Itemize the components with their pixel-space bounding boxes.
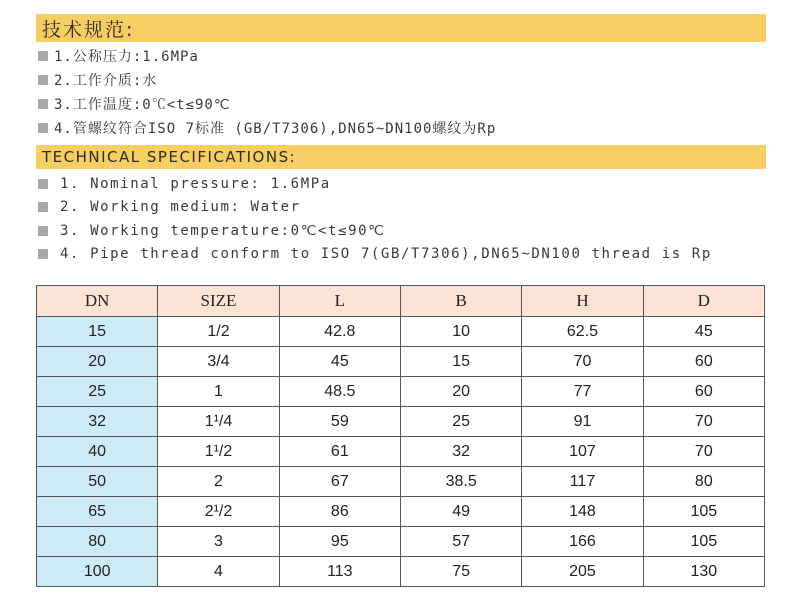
bullet-square-icon bbox=[38, 123, 48, 133]
bullet-square-icon bbox=[38, 179, 48, 189]
cell-l: 48.5 bbox=[279, 377, 400, 407]
table-row bbox=[37, 527, 765, 557]
cell-b: 75 bbox=[400, 557, 521, 587]
cell-dn: 100 bbox=[37, 557, 158, 587]
cell-dn: 15 bbox=[37, 317, 158, 347]
spec-item-cn bbox=[38, 116, 496, 140]
cell-dn: 65 bbox=[37, 497, 158, 527]
cell-d: 105 bbox=[643, 527, 764, 557]
cell-b: 10 bbox=[400, 317, 521, 347]
cell-b: 15 bbox=[400, 347, 521, 377]
cell-b: 38.5 bbox=[400, 467, 521, 497]
column-header-dn: DN bbox=[37, 286, 158, 317]
bullet-square-icon bbox=[38, 99, 48, 109]
cell-d: 130 bbox=[643, 557, 764, 587]
spec-list-cn bbox=[38, 44, 496, 140]
cell-d: 70 bbox=[643, 407, 764, 437]
table-row bbox=[37, 407, 765, 437]
cell-l: 42.8 bbox=[279, 317, 400, 347]
cell-h: 205 bbox=[522, 557, 643, 587]
column-header-size: SIZE bbox=[158, 286, 279, 317]
cell-h: 62.5 bbox=[522, 317, 643, 347]
cell-size: 1 bbox=[158, 377, 279, 407]
cell-size: 4 bbox=[158, 557, 279, 587]
spec-list-en bbox=[38, 172, 712, 266]
bullet-square-icon bbox=[38, 51, 48, 61]
section-title-cn-text: 技术规范: bbox=[42, 18, 135, 41]
cell-l: 45 bbox=[279, 347, 400, 377]
column-header-b: B bbox=[400, 286, 521, 317]
cell-l: 86 bbox=[279, 497, 400, 527]
cell-d: 105 bbox=[643, 497, 764, 527]
section-title-en bbox=[36, 145, 766, 169]
cell-l: 113 bbox=[279, 557, 400, 587]
cell-dn: 25 bbox=[37, 377, 158, 407]
table-row bbox=[37, 467, 765, 497]
cell-l: 95 bbox=[279, 527, 400, 557]
cell-l: 59 bbox=[279, 407, 400, 437]
column-header-d: D bbox=[643, 286, 764, 317]
cell-b: 49 bbox=[400, 497, 521, 527]
cell-size: 3/4 bbox=[158, 347, 279, 377]
spec-item-en bbox=[38, 196, 712, 220]
cell-size: 1¹/2 bbox=[158, 437, 279, 467]
bullet-square-icon bbox=[38, 202, 48, 212]
table-row bbox=[37, 437, 765, 467]
cell-d: 60 bbox=[643, 347, 764, 377]
table-row bbox=[37, 347, 765, 377]
spec-item-en-text: 2. Working medium: Water bbox=[60, 199, 301, 216]
cell-d: 80 bbox=[643, 467, 764, 497]
section-title-en-text: TECHNICAL SPECIFICATIONS: bbox=[42, 148, 297, 166]
spec-item-en-text: 3. Working temperature:0℃<t≤90℃ bbox=[60, 222, 386, 239]
cell-h: 77 bbox=[522, 377, 643, 407]
dimension-table bbox=[36, 285, 765, 587]
cell-h: 70 bbox=[522, 347, 643, 377]
cell-dn: 32 bbox=[37, 407, 158, 437]
cell-size: 1/2 bbox=[158, 317, 279, 347]
spec-item-en-text: 1. Nominal pressure: 1.6MPa bbox=[60, 175, 331, 192]
cell-h: 117 bbox=[522, 467, 643, 497]
bullet-square-icon bbox=[38, 249, 48, 259]
cell-b: 20 bbox=[400, 377, 521, 407]
cell-l: 67 bbox=[279, 467, 400, 497]
cell-size: 2 bbox=[158, 467, 279, 497]
cell-l: 61 bbox=[279, 437, 400, 467]
spec-item-en bbox=[38, 219, 712, 243]
cell-size: 3 bbox=[158, 527, 279, 557]
cell-dn: 20 bbox=[37, 347, 158, 377]
table-row bbox=[37, 497, 765, 527]
spec-item-en-text: 4. Pipe thread conform to ISO 7(GB/T7306),DN65~DN100 thread is Rp bbox=[60, 246, 712, 263]
spec-item-cn bbox=[38, 92, 496, 116]
table-body bbox=[37, 317, 765, 587]
column-header-l: L bbox=[279, 286, 400, 317]
cell-b: 25 bbox=[400, 407, 521, 437]
spec-item-en bbox=[38, 243, 712, 267]
cell-dn: 50 bbox=[37, 467, 158, 497]
table-row bbox=[37, 317, 765, 347]
cell-d: 60 bbox=[643, 377, 764, 407]
cell-size: 1¹/4 bbox=[158, 407, 279, 437]
cell-dn: 80 bbox=[37, 527, 158, 557]
cell-size: 2¹/2 bbox=[158, 497, 279, 527]
spec-item-cn bbox=[38, 44, 496, 68]
cell-h: 107 bbox=[522, 437, 643, 467]
table-row bbox=[37, 557, 765, 587]
table-header-row bbox=[37, 286, 765, 317]
cell-dn: 40 bbox=[37, 437, 158, 467]
cell-h: 148 bbox=[522, 497, 643, 527]
spec-item-cn-text: 4.管螺纹符合ISO 7标准 (GB/T7306),DN65~DN100螺纹为Rp bbox=[54, 121, 497, 137]
bullet-square-icon bbox=[38, 75, 48, 85]
cell-h: 91 bbox=[522, 407, 643, 437]
bullet-square-icon bbox=[38, 226, 48, 236]
cell-d: 70 bbox=[643, 437, 764, 467]
cell-b: 32 bbox=[400, 437, 521, 467]
spec-item-cn-text: 1.公称压力:1.6MPa bbox=[54, 49, 199, 65]
spec-item-cn bbox=[38, 68, 496, 92]
spec-item-cn-text: 2.工作介质:水 bbox=[54, 73, 158, 89]
spec-item-en bbox=[38, 172, 712, 196]
cell-d: 45 bbox=[643, 317, 764, 347]
section-title-cn bbox=[36, 14, 766, 42]
cell-h: 166 bbox=[522, 527, 643, 557]
spec-item-cn-text: 3.工作温度:0℃<t≤90℃ bbox=[54, 97, 231, 113]
cell-b: 57 bbox=[400, 527, 521, 557]
table-row bbox=[37, 377, 765, 407]
column-header-h: H bbox=[522, 286, 643, 317]
